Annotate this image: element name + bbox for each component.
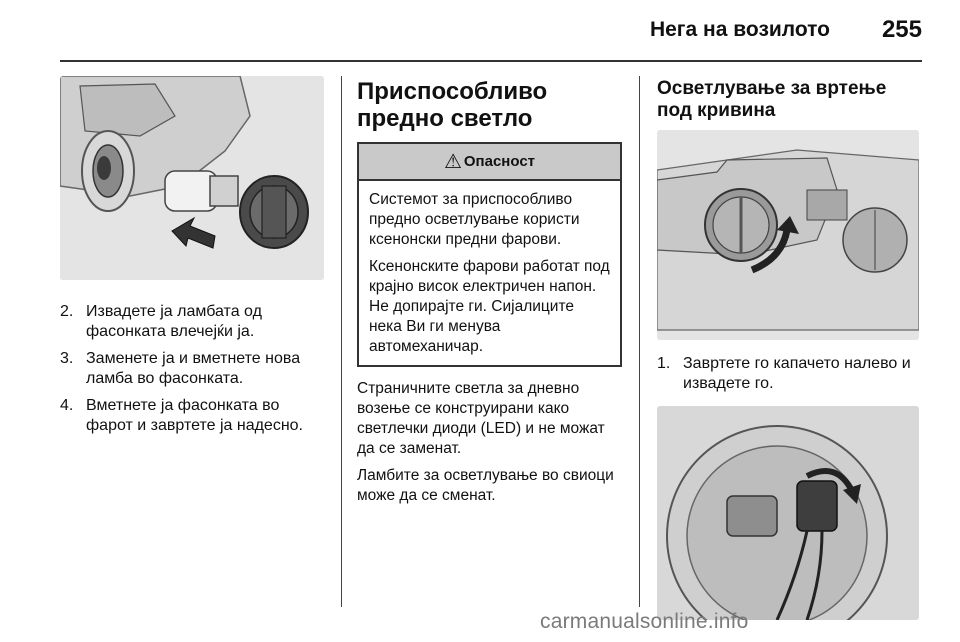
step-text: Вметнете ја фасонката во фарот и завртете ја надесно. — [86, 397, 303, 434]
right-column — [657, 78, 921, 620]
list-item — [60, 396, 324, 436]
paragraph: Страничните светла за дневно возење се конструирани како светлечки диоди (LED) и не можат да се заменат. — [357, 380, 605, 457]
warning-box — [357, 142, 622, 367]
list-item — [60, 302, 324, 342]
bulb-socket-drawing — [60, 76, 324, 280]
watermark-text: carmanualsonline.info — [540, 610, 749, 633]
cornering-bulb-drawing — [657, 406, 919, 620]
warning-body — [359, 181, 620, 365]
page-header-title: Нега на возилото — [649, 18, 830, 41]
section-heading-adaptive-light: Приспособливо предно светло — [357, 78, 548, 132]
left-steps-list — [60, 302, 324, 436]
column-divider-left — [341, 76, 342, 607]
bulb-socket-illustration — [60, 76, 324, 280]
column-divider-right — [639, 76, 640, 607]
right-steps-list — [657, 354, 921, 394]
paragraph: Ламбите за осветлување во свиоци може да се сменат. — [357, 467, 614, 504]
step-number: 1. — [657, 355, 671, 372]
list-item — [657, 354, 921, 394]
step-text: Извадете ја ламбата од фасонката влечејќи ја. — [86, 303, 262, 340]
step-text: Завртете го капачето налево и извадете го. — [683, 355, 911, 392]
headlamp-cap-illustration — [657, 130, 919, 340]
step-text: Заменете ја и вметнете нова ламба во фасонката. — [86, 350, 301, 387]
warning-triangle-icon: ⚠ — [443, 150, 462, 173]
step-number: 2. — [60, 303, 74, 320]
step-number: 3. — [60, 350, 74, 367]
page-number: 255 — [881, 16, 922, 43]
middle-column — [357, 78, 622, 513]
warning-header — [359, 144, 620, 181]
header-divider — [60, 60, 922, 62]
cornering-bulb-illustration — [657, 406, 919, 620]
warning-paragraph: Ксенонските фарови работат под крајно висок електричен напон. Не допирајте ги. Сијалиците нека Ви ги менува автомеханичар. — [369, 258, 610, 355]
section-heading-cornering-light: Осветлување за вртење под кривина — [657, 78, 887, 121]
body-text — [357, 379, 622, 506]
warning-paragraph: Системот за приспособливо предно осветлување користи ксенонски предни фарови. — [369, 191, 580, 248]
headlamp-cap-drawing — [657, 130, 919, 340]
warning-title: Опасност — [463, 153, 536, 170]
list-item — [60, 349, 324, 389]
left-column — [60, 76, 324, 443]
step-number: 4. — [60, 397, 74, 414]
